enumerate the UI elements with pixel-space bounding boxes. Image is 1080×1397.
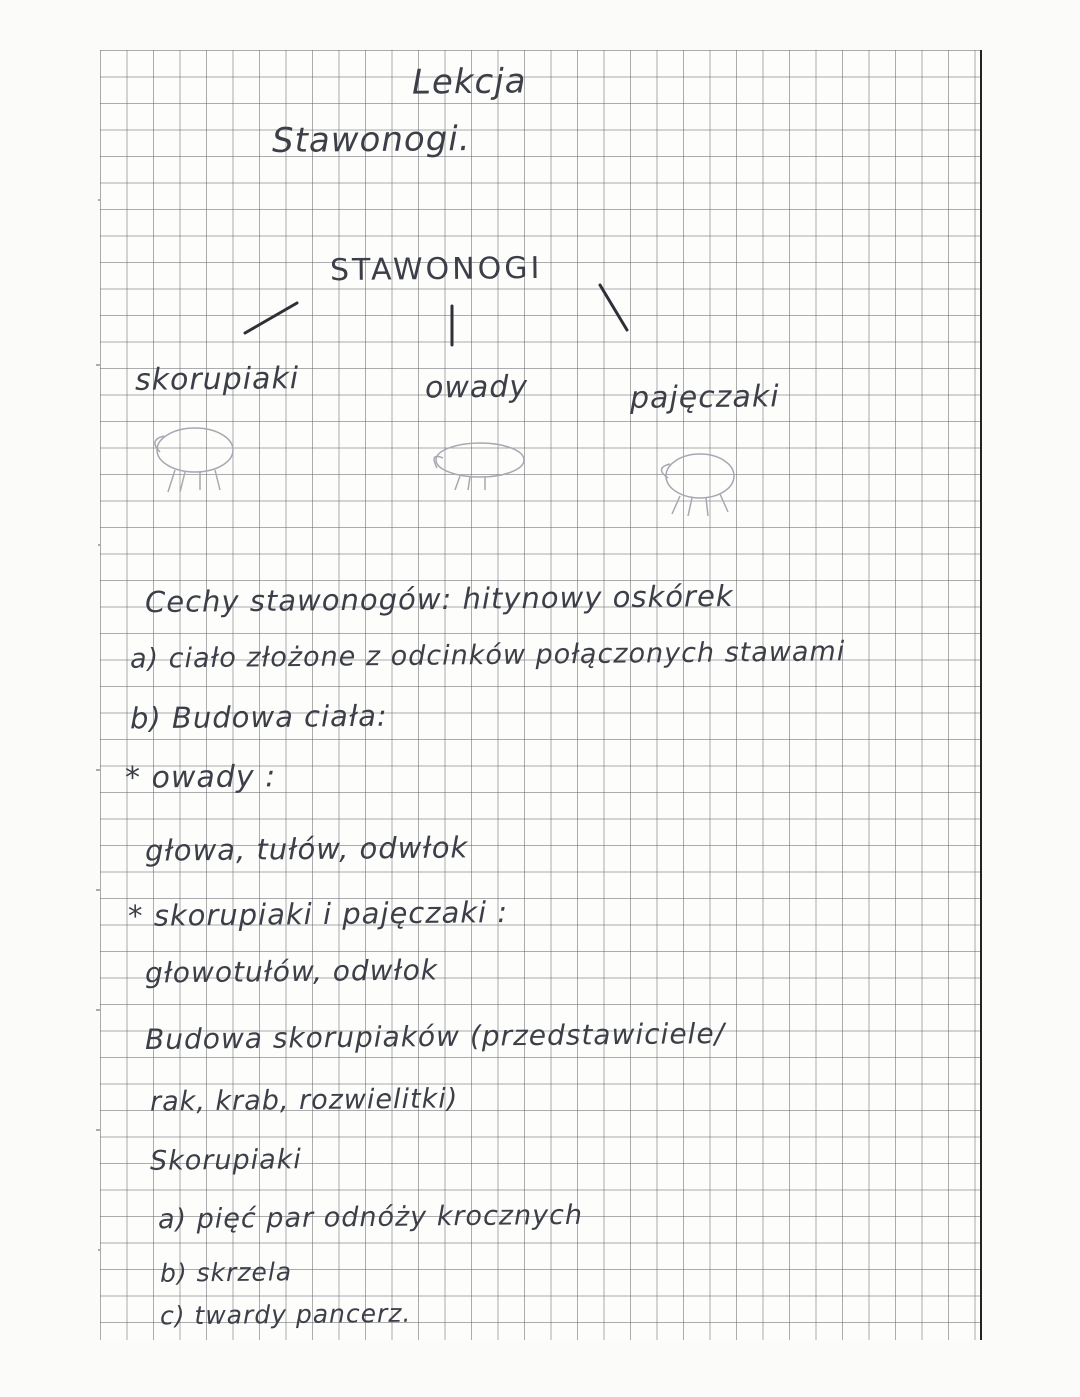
crust-examples: rak, krab, rozwielitki)	[149, 1083, 459, 1118]
features-heading: Cechy stawonogów: hitynowy oskórek	[144, 578, 734, 620]
crust-feature-c: c) twardy pancerz.	[159, 1298, 412, 1331]
lesson-label: Lekcja	[411, 61, 527, 103]
arachnid-sketch-icon	[640, 448, 760, 528]
crust-build: Budowa skorupiaków (przedstawiciele/	[144, 1016, 726, 1057]
crust-feature-a: a) pięć par odnóży krocznych	[157, 1199, 584, 1236]
branch-label-owady: owady	[424, 369, 529, 406]
crust-arach-parts: głowotułów, odwłok	[144, 953, 439, 990]
branch-label-skorupiaki: skorupiaki	[134, 361, 300, 398]
note-point-a: a) ciało złożone z odcinków połączonych stawami	[129, 636, 846, 675]
diagram-connectors	[0, 0, 1080, 400]
crust-arach-label: * skorupiaki i pajęczaki :	[127, 895, 509, 933]
insects-label: * owady :	[124, 759, 277, 796]
crust-feature-b: b) skrzela	[159, 1257, 293, 1288]
note-point-b: b) Budowa ciała:	[129, 698, 388, 736]
insects-parts: głowa, tułów, odwłok	[144, 830, 469, 868]
branch-label-pajeczaki: pajęczaki	[629, 379, 780, 416]
diagram-root-label: STAWONOGI	[329, 250, 543, 289]
crust-heading: Skorupiaki	[149, 1144, 303, 1177]
crustacean-sketch-icon	[140, 420, 260, 500]
page-title: Stawonogi.	[271, 118, 471, 162]
insect-sketch-icon	[415, 438, 535, 498]
